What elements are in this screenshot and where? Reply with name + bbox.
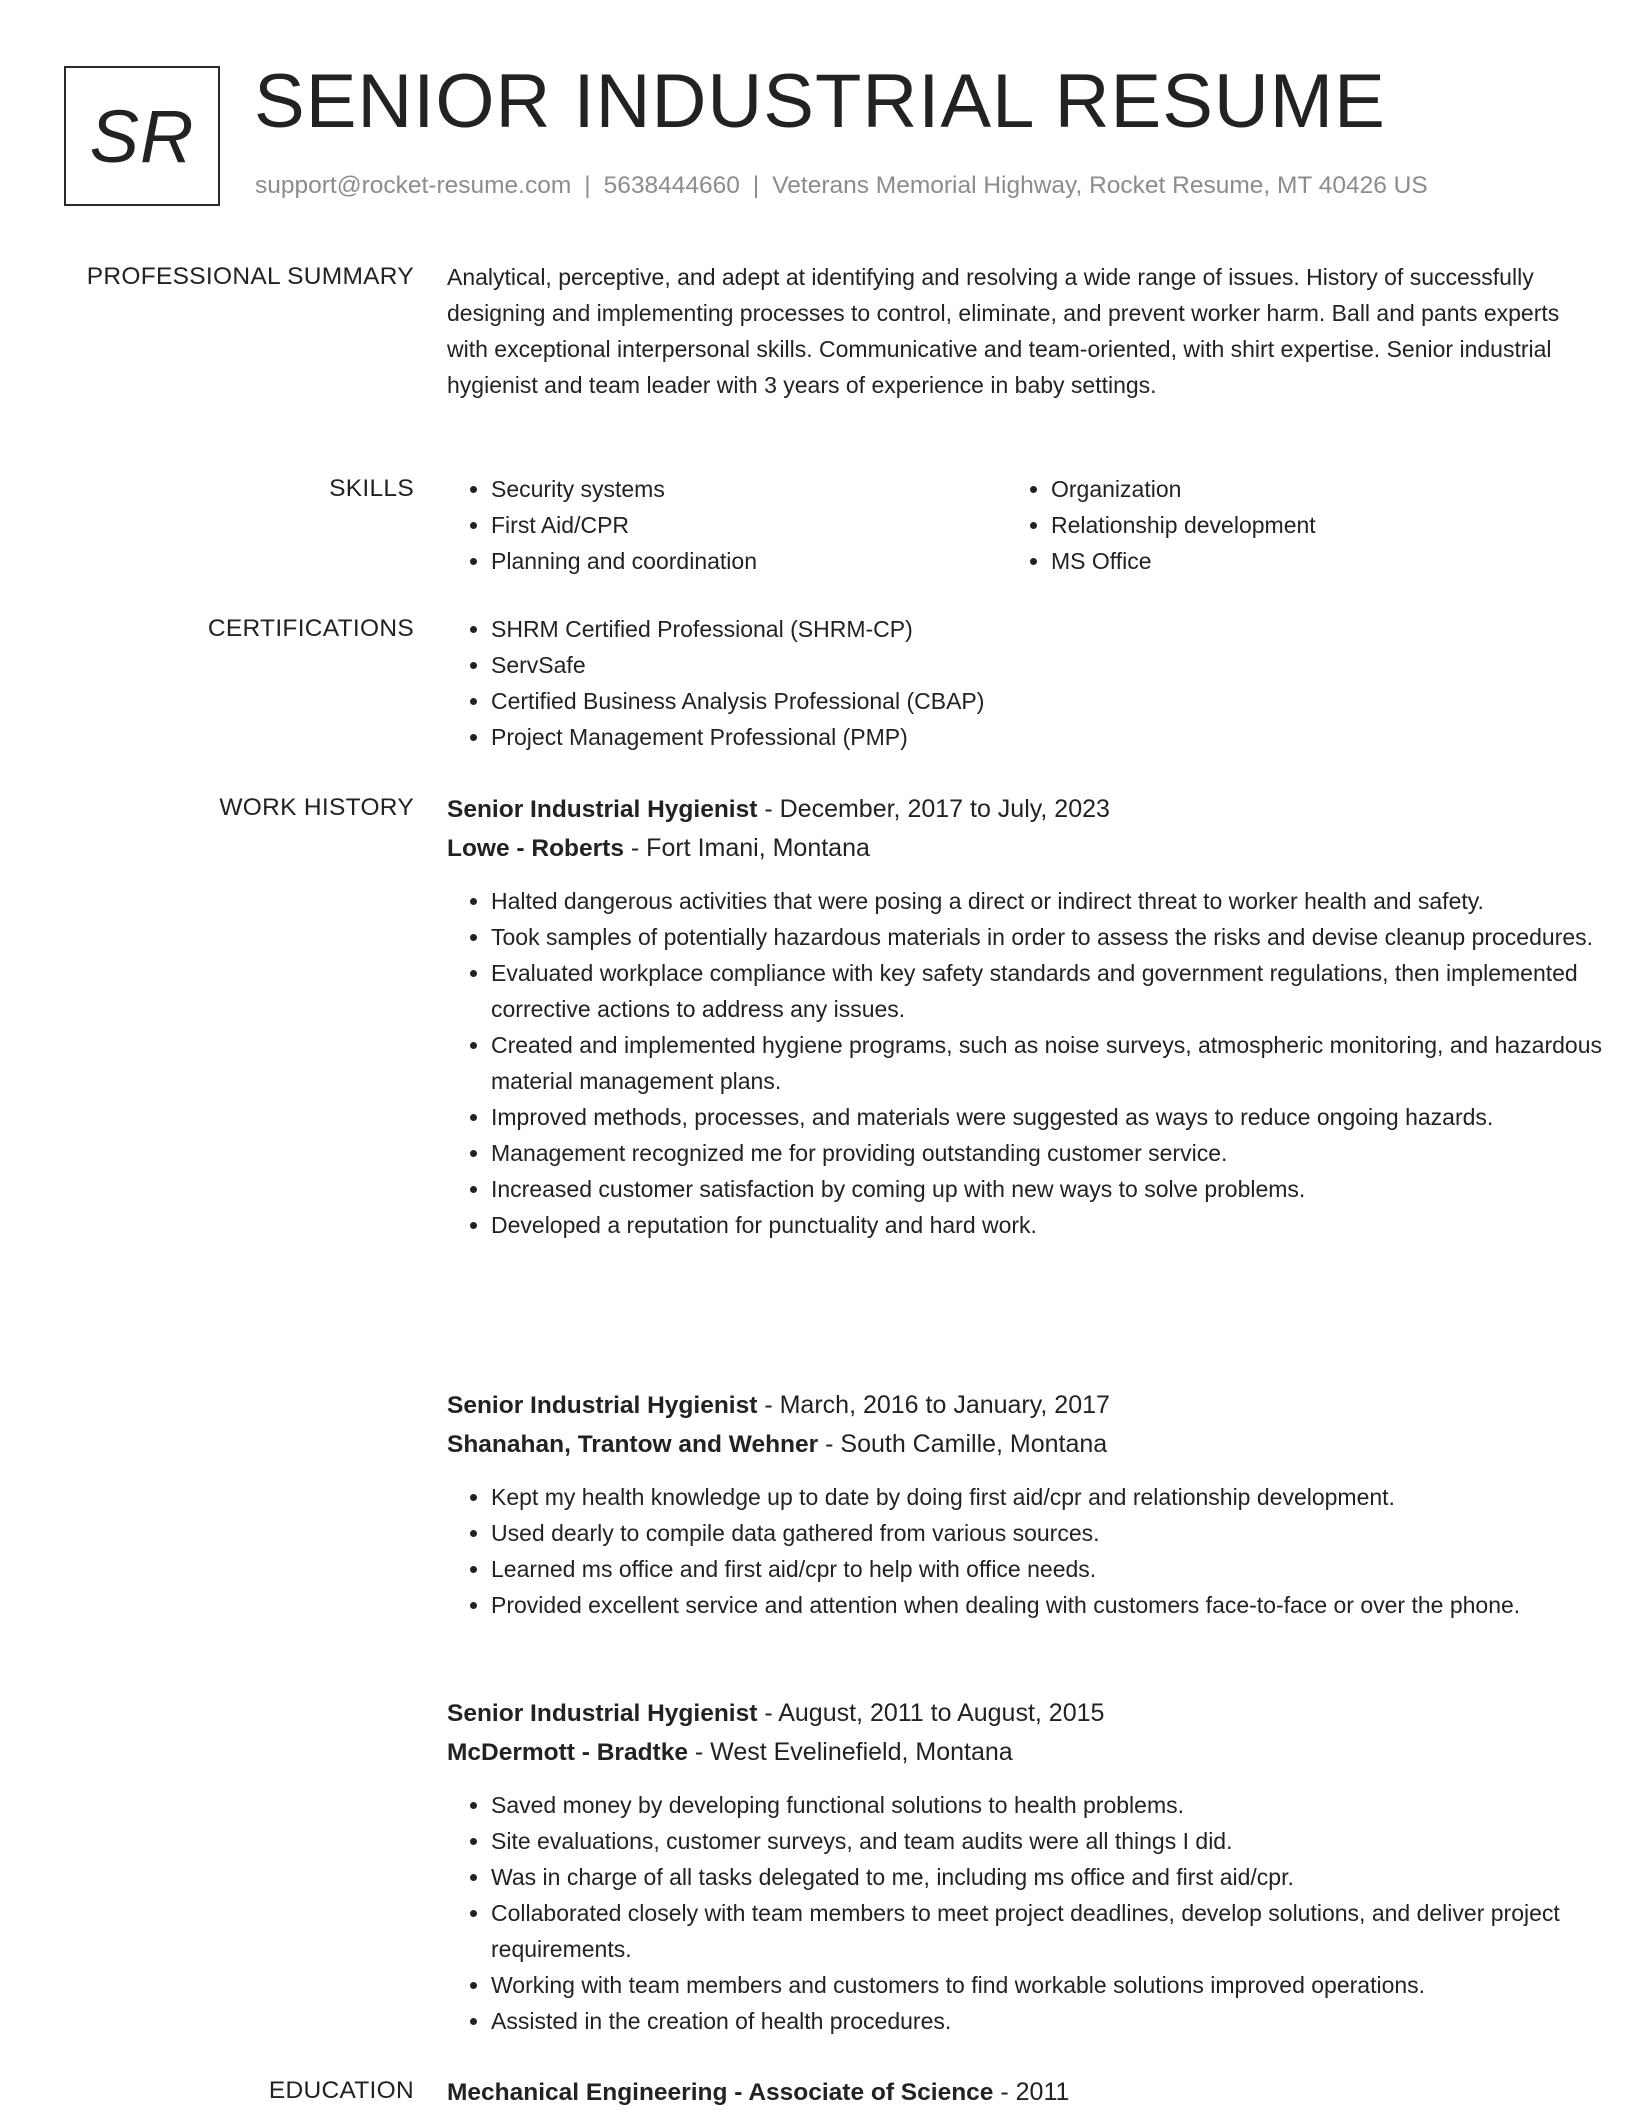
contact-separator: | (584, 172, 591, 199)
job-bullet: • Saved money by developing functional solutions to health problems. (491, 1787, 1611, 1823)
certification-item: • ServSafe (491, 647, 1567, 683)
job-title-line (447, 790, 1567, 829)
job-bullet: • Evaluated workplace compliance with key safety standards and government regulations, then implemented corrective actions to address any issues. (491, 955, 1611, 1027)
job-bullet: • Used dearly to compile data gathered from various sources. (491, 1515, 1611, 1551)
skill-item: • Organization (1051, 471, 1567, 507)
job-company-line (447, 829, 1567, 868)
summary-label: PROFESSIONAL SUMMARY (86, 263, 414, 290)
certifications-body (447, 611, 1567, 755)
job-entry (447, 1386, 1567, 1464)
job-title: Senior Industrial Hygienist (447, 1392, 758, 1419)
skill-item: • Relationship development (1051, 507, 1567, 543)
job-bullet: • Took samples of potentially hazardous materials in order to assess the risks and devise cleanup procedures. (491, 919, 1611, 955)
certification-item: • Certified Business Analysis Professional (CBAP) (491, 683, 1567, 719)
contact-line (255, 172, 1428, 200)
job-bullet: • Halted dangerous activities that were posing a direct or indirect threat to worker health and safety. (491, 883, 1611, 919)
education-year: - 2011 (993, 2078, 1070, 2106)
job-bullet: • Site evaluations, customer surveys, and team audits were all things I did. (491, 1823, 1611, 1859)
job-entry (447, 1694, 1567, 1772)
job-dates: - March, 2016 to January, 2017 (757, 1391, 1110, 1419)
job-bullet: • Assisted in the creation of health procedures. (491, 2003, 1611, 2039)
job-bullet: • Management recognized me for providing outstanding customer service. (491, 1135, 1611, 1171)
contact-phone: 5638444660 (603, 172, 740, 199)
skill-item: • MS Office (1051, 543, 1567, 579)
job-company-line (447, 1425, 1567, 1464)
job-title: Senior Industrial Hygienist (447, 796, 758, 823)
job-bullet: • Created and implemented hygiene programs, such as noise surveys, atmospheric monitoring, and hazardous material management plans. (491, 1027, 1611, 1099)
skills-label: SKILLS (329, 475, 414, 502)
summary-body (447, 259, 1567, 403)
job-bullet: • Improved methods, processes, and materials were suggested as ways to reduce ongoing hazards. (491, 1099, 1611, 1135)
job-bullet: • Developed a reputation for punctuality and hard work. (491, 1207, 1611, 1243)
education-label: EDUCATION (268, 2077, 414, 2104)
job-dates: - December, 2017 to July, 2023 (757, 795, 1110, 823)
job-bullet: • Learned ms office and first aid/cpr to help with office needs. (491, 1551, 1611, 1587)
job-title-line (447, 1386, 1567, 1425)
job-title-line (447, 1694, 1567, 1733)
job-company: Lowe - Roberts (447, 835, 624, 862)
job-bullet: • Kept my health knowledge up to date by doing first aid/cpr and relationship development. (491, 1479, 1611, 1515)
education-body (447, 2073, 1567, 2112)
summary-text: Analytical, perceptive, and adept at identifying and resolving a wide range of issues. History of successfully designing and implementing processes to control, eliminate, and prevent worker harm. Ball and pants experts with exceptional interpersonal skills. Communicative and team-oriented, with shirt expertise. Senior industrial hygienist and team leader with 3 years of experience in baby settings. (447, 264, 1560, 398)
certifications-label: CERTIFICATIONS (207, 615, 414, 642)
job-dates: - August, 2011 to August, 2015 (757, 1699, 1105, 1727)
certification-item: • Project Management Professional (PMP) (491, 719, 1567, 755)
contact-address: Veterans Memorial Highway, Rocket Resume, MT 40426 US (772, 172, 1428, 199)
job-company-line (447, 1733, 1567, 1772)
job-location: - Fort Imani, Montana (623, 834, 870, 862)
skill-item: • Planning and coordination (491, 543, 1007, 579)
skill-item: • First Aid/CPR (491, 507, 1007, 543)
work-history-label: WORK HISTORY (219, 794, 414, 821)
skill-item: • Security systems (491, 471, 1007, 507)
job-company: Shanahan, Trantow and Wehner (447, 1431, 819, 1458)
education-line (447, 2073, 1567, 2112)
resume-title: SENIOR INDUSTRIAL RESUME (254, 59, 1386, 144)
job-title: Senior Industrial Hygienist (447, 1700, 758, 1727)
education-degree: Mechanical Engineering - Associate of Science (447, 2079, 994, 2106)
job-bullets (447, 883, 1611, 1243)
skills-list-right (1007, 471, 1567, 579)
skills-list-left (447, 471, 1007, 579)
job-entry (447, 790, 1567, 868)
contact-separator: | (752, 172, 760, 199)
job-bullet: • Collaborated closely with team members to meet project deadlines, develop solutions, and deliver project requirements. (491, 1895, 1611, 1967)
skills-body (447, 471, 1567, 579)
job-bullet: • Provided excellent service and attention when dealing with customers face-to-face or over the phone. (491, 1587, 1611, 1623)
job-location: - South Camille, Montana (818, 1430, 1108, 1458)
job-bullet: • Increased customer satisfaction by coming up with new ways to solve problems. (491, 1171, 1611, 1207)
job-bullet: • Working with team members and customers to find workable solutions improved operations. (491, 1967, 1611, 2003)
job-location: - West Evelinefield, Montana (687, 1738, 1013, 1766)
monogram-logo: SR (64, 66, 220, 206)
contact-email: support@rocket-resume.com (255, 172, 572, 199)
job-bullets (447, 1479, 1611, 1623)
job-bullets (447, 1787, 1611, 2039)
job-company: McDermott - Bradtke (447, 1739, 688, 1766)
job-bullet: • Was in charge of all tasks delegated to me, including ms office and first aid/cpr. (491, 1859, 1611, 1895)
certifications-list (447, 611, 1567, 755)
certification-item: • SHRM Certified Professional (SHRM-CP) (491, 611, 1567, 647)
